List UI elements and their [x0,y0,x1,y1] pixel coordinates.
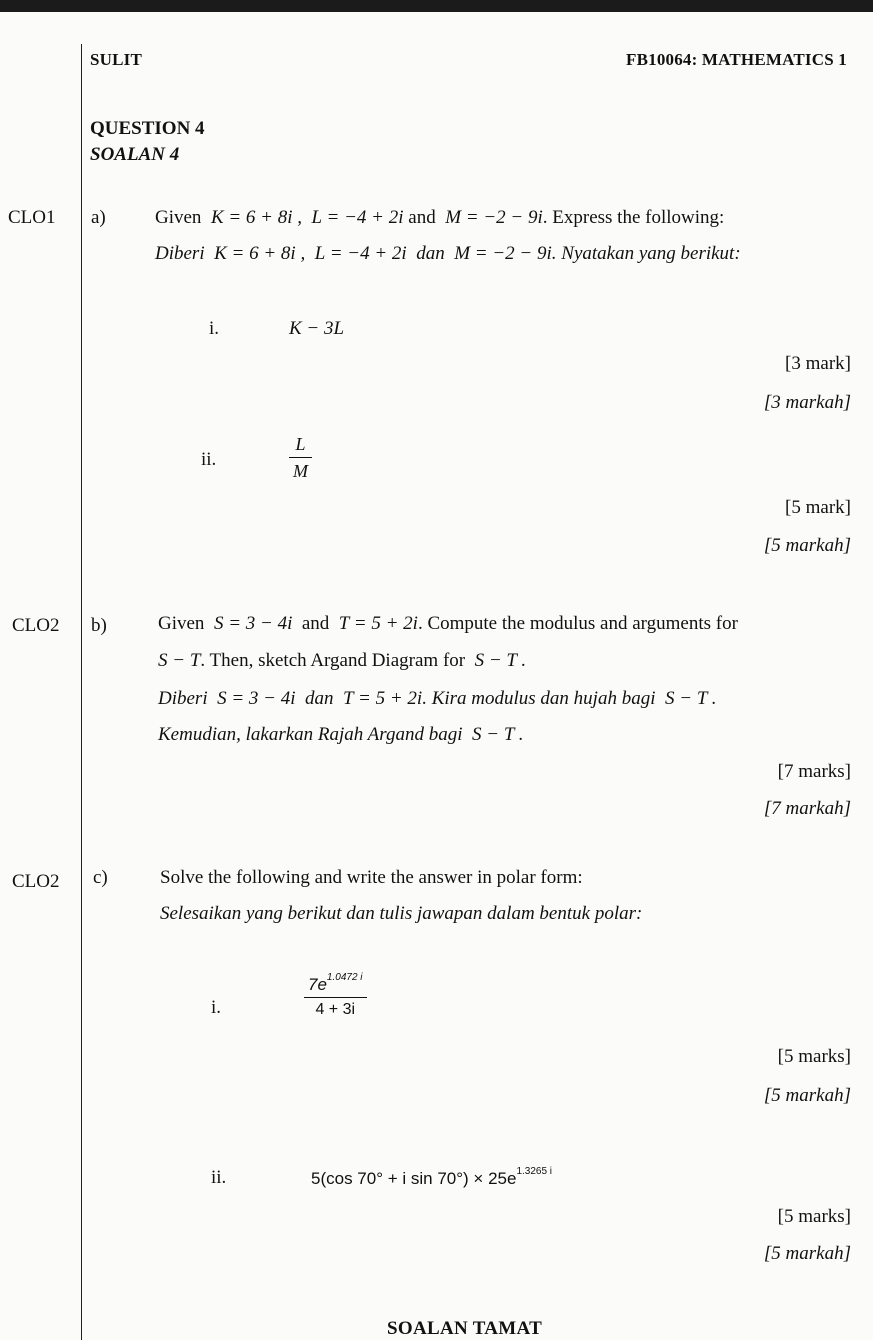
part-a-i-markah: [3 markah] [763,392,851,413]
m-value: M = −2 − 9i [445,207,543,228]
clo-label-c: CLO2 [12,871,60,892]
part-c-i-markah: [5 markah] [763,1085,851,1106]
expression-main: 5(cos 70° + i sin 70°) × 25e [311,1169,517,1188]
part-a-ii-mark: [5 mark] [785,497,851,518]
part-a-ii-markah: [5 markah] [763,535,851,556]
expression-exponent: 1.3265 i [516,1166,553,1177]
fraction-denominator: M [293,460,308,481]
part-b-mark: [7 marks] [777,761,851,782]
part-c-i-label: i. [211,997,222,1018]
part-c-ii-expression [311,1166,552,1189]
express-text: . Express the following: [542,207,725,228]
part-c-label: c) [93,867,108,888]
scan-top-edge [0,0,873,12]
sketch-text: . Then, sketch Argand Diagram for [200,650,466,671]
l-value: L = −4 + 2i [311,207,404,228]
and-text-b: and [301,613,330,634]
given-text-my: Diberi [155,243,205,264]
part-b-line-2 [158,650,526,672]
part-b-label: b) [91,615,107,636]
s-minus-t-2: S − T . [474,650,527,671]
part-b-markah: [7 markah] [763,798,851,819]
part-c-text-my: Selesaikan yang berikut dan tulis jawapan dalam bentuk polar: [160,903,643,924]
dan-text: dan [416,243,445,264]
header-sulit: SULIT [90,50,143,69]
s-minus-t-my-2: S − T . [472,724,524,745]
part-a-ii-label: ii. [201,449,217,470]
fraction-denominator: 4 + 3i [315,1000,356,1018]
margin-rule [81,44,82,1340]
clo-label-a: CLO1 [8,207,56,228]
express-text-my: . Nyatakan yang berikut: [551,243,741,264]
part-c-ii-mark: [5 marks] [777,1206,851,1227]
part-a-i-expression: K − 3L [289,318,345,339]
part-a-i-label: i. [209,318,220,339]
part-c-ii-label: ii. [211,1167,227,1188]
kira-text: . Kira modulus dan hujah bagi [422,688,656,709]
and-text: and [408,207,436,228]
lakarkan-text: Kemudian, lakarkan Rajah Argand bagi [158,724,463,745]
clo-label-b: CLO2 [12,615,60,636]
numerator-exponent: 1.0472 i [326,972,363,983]
part-a-ii-fraction [289,434,312,482]
part-c-ii-markah: [5 markah] [763,1243,851,1264]
given-text: Given [155,207,202,228]
part-c-i-mark: [5 marks] [777,1046,851,1067]
s-value: S = 3 − 4i [213,613,293,634]
numerator-base: 7e [308,975,327,994]
part-b-line-3 [158,688,717,710]
t-value-my: T = 5 + 2i [343,688,423,709]
s-minus-t: S − T [158,650,201,671]
l-value-my: L = −4 + 2i [314,243,407,264]
question-title: QUESTION 4 [90,118,205,139]
s-value-my: S = 3 − 4i [217,688,296,709]
s-minus-t-my: S − T . [665,688,717,709]
part-c-text-en: Solve the following and write the answer in polar form: [160,867,583,888]
dan-text-b: dan [305,688,334,709]
fraction-bar [289,457,312,458]
fraction-numerator [304,972,367,995]
question-title-malay: SOALAN 4 [90,144,180,165]
part-a-statement-en [155,207,724,229]
given-text-b: Given [158,613,205,634]
t-value: T = 5 + 2i [338,613,418,634]
compute-text: . Compute the modulus and arguments for [417,613,738,634]
part-b-line-4 [158,724,524,746]
given-text-b-my: Diberi [158,688,208,709]
k-value: K = 6 + 8i , [210,207,303,228]
part-c-i-fraction [304,972,367,1019]
m-value-my: M = −2 − 9i [454,243,552,264]
k-value-my: K = 6 + 8i , [214,243,306,264]
end-of-question-label: SOALAN TAMAT [387,1318,543,1339]
part-a-statement-my [155,243,741,265]
header-course-code: FB10064: MATHEMATICS 1 [626,50,847,69]
part-a-label: a) [91,207,106,228]
fraction-bar [304,997,367,998]
part-b-line-1 [158,613,738,635]
part-a-i-mark: [3 mark] [785,353,851,374]
fraction-numerator: L [295,434,306,454]
